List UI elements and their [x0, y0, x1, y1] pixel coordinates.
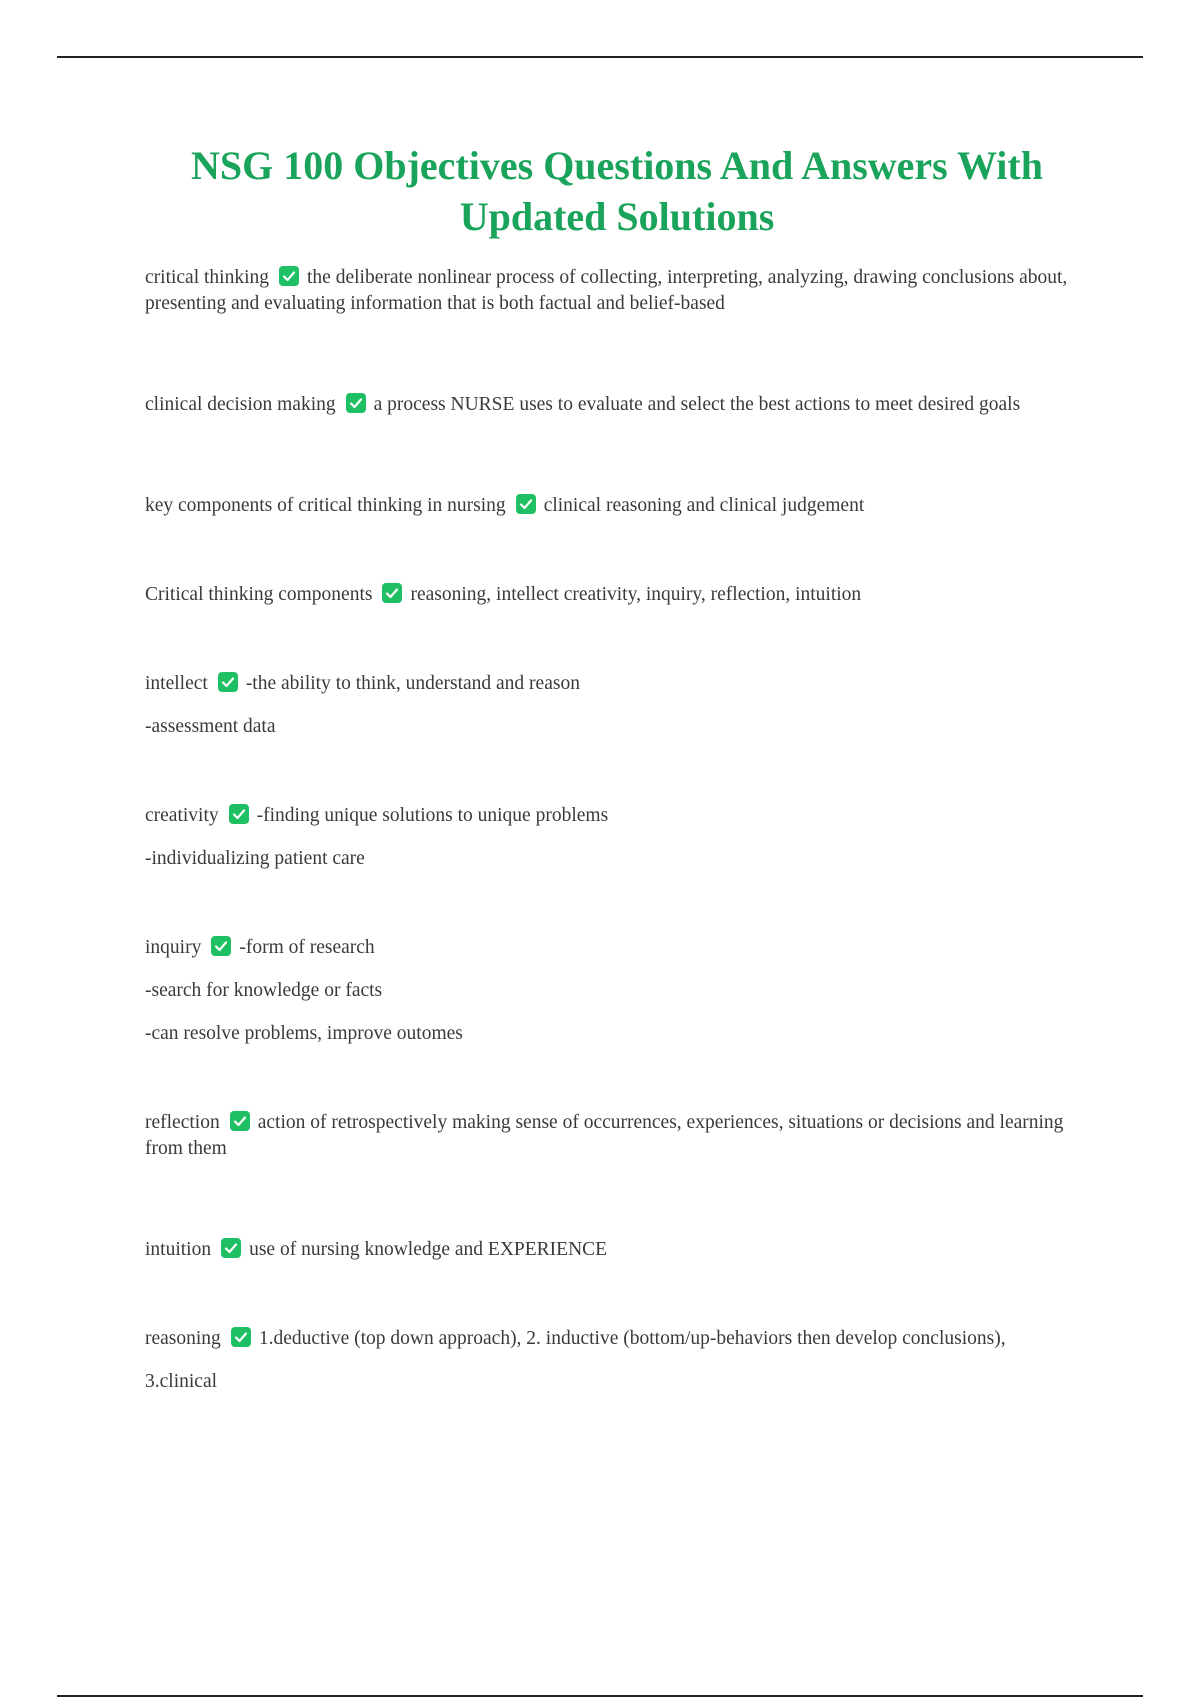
check-mark-icon — [279, 266, 299, 286]
check-mark-icon — [221, 1238, 241, 1258]
answer: the deliberate nonlinear process of collecting, interpreting, analyzing, drawing conclusions about, presenting and evaluating information that is both factual and belief-based — [145, 267, 1068, 314]
term: clinical decision making — [145, 394, 336, 415]
answer-line: -can resolve problems, improve outomes — [145, 1023, 463, 1044]
qa-line — [145, 935, 1090, 961]
answer: clinical reasoning and clinical judgement — [543, 495, 865, 516]
term: key components of critical thinking in nursing — [145, 495, 506, 516]
qa-item — [145, 803, 1090, 872]
answer-line: -assessment data — [145, 716, 276, 737]
qa-line — [145, 265, 1090, 317]
document-title: NSG 100 Objectives Questions And Answers With Updated Solutions — [191, 143, 1043, 239]
qa-line — [145, 1110, 1090, 1162]
check-mark-icon — [230, 1111, 250, 1131]
bottom-rule — [57, 1695, 1143, 1697]
qa-item — [145, 493, 1090, 519]
answer: use of nursing knowledge and EXPERIENCE — [249, 1239, 608, 1260]
top-rule — [57, 56, 1143, 58]
term: Critical thinking components — [145, 584, 373, 605]
qa-item — [145, 671, 1090, 740]
answer-line: 3.clinical — [145, 1371, 218, 1392]
term: critical thinking — [145, 267, 270, 288]
answer-line: -individualizing patient care — [145, 848, 365, 869]
qa-item — [145, 935, 1090, 1047]
qa-line — [145, 671, 1090, 697]
qa-item — [145, 1326, 1090, 1395]
term: intellect — [145, 673, 208, 694]
answer: action of retrospectively making sense of occurrences, experiences, situations or decisions and learning from them — [145, 1112, 1064, 1159]
check-mark-icon — [229, 804, 249, 824]
term: reflection — [145, 1112, 220, 1133]
check-mark-icon — [218, 672, 238, 692]
check-mark-icon — [346, 393, 366, 413]
qa-line — [145, 392, 1090, 418]
term: inquiry — [145, 937, 202, 958]
qa-item — [145, 392, 1090, 418]
check-mark-icon — [382, 583, 402, 603]
qa-item — [145, 265, 1090, 317]
qa-line — [145, 582, 1090, 608]
qa-item — [145, 582, 1090, 608]
answer: -form of research — [239, 937, 375, 958]
term: reasoning — [145, 1328, 221, 1349]
answer: -the ability to think, understand and reason — [245, 673, 580, 694]
answer: a process NURSE uses to evaluate and select the best actions to meet desired goals — [373, 394, 1021, 415]
check-mark-icon — [516, 494, 536, 514]
qa-item — [145, 1237, 1090, 1263]
check-mark-icon — [231, 1327, 251, 1347]
qa-list — [145, 265, 1090, 1395]
answer: -finding unique solutions to unique problems — [256, 805, 609, 826]
qa-item — [145, 1110, 1090, 1162]
check-mark-icon — [211, 936, 231, 956]
qa-line — [145, 493, 1090, 519]
answer-line: -search for knowledge or facts — [145, 980, 383, 1001]
answer: 1.deductive (top down approach), 2. inductive (bottom/up-behaviors then develop conclusions), — [258, 1328, 1006, 1349]
term: creativity — [145, 805, 219, 826]
term: intuition — [145, 1239, 212, 1260]
qa-line — [145, 1237, 1090, 1263]
qa-line — [145, 803, 1090, 829]
answer: reasoning, intellect creativity, inquiry, reflection, intuition — [410, 584, 862, 605]
qa-line — [145, 1326, 1090, 1352]
